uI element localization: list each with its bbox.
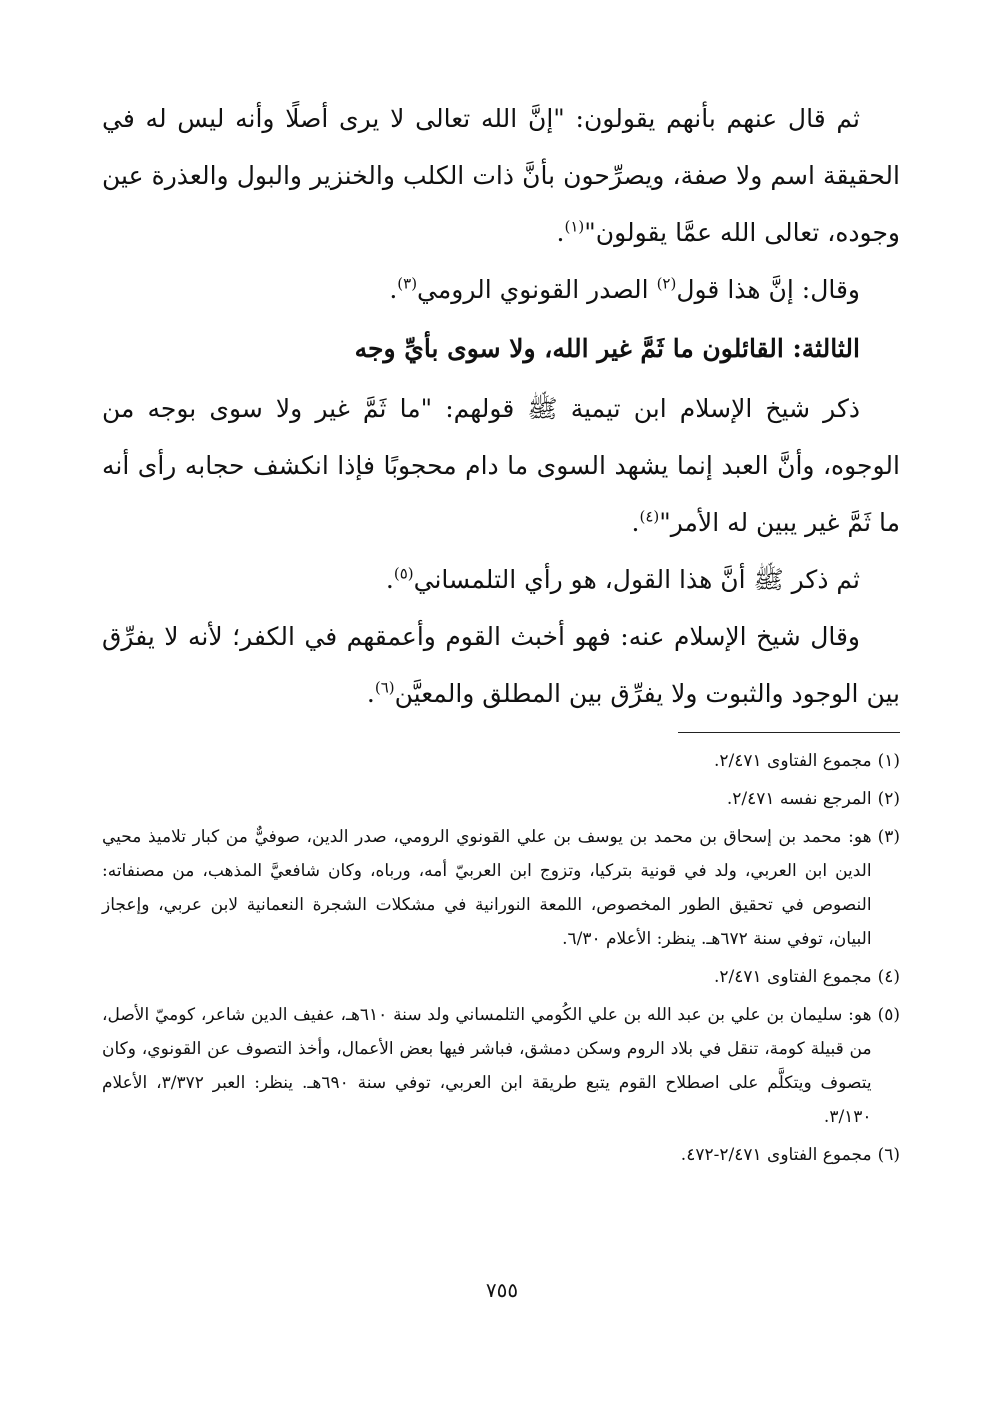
footnote-item — [102, 998, 900, 1134]
main-text — [102, 90, 900, 722]
footnote-number: (٦) — [877, 1145, 900, 1165]
page-number: ٧٥٥ — [485, 1278, 519, 1302]
footnote-text: المرجع نفسه ٢/٤٧١. — [726, 789, 872, 809]
paragraph-1-end: . — [556, 218, 565, 247]
paragraph-5-end: . — [366, 679, 375, 708]
footnotes — [102, 744, 900, 1176]
paragraph-4 — [102, 551, 900, 608]
footnote-number: (٤) — [877, 967, 900, 987]
paragraph-2-text-a: وقال: إنَّ هذا قول — [676, 275, 860, 304]
footnote-item — [102, 1138, 900, 1172]
paragraph-5-text: وقال شيخ الإسلام عنه: فهو أخبث القوم وأعمقهم في الكفر؛ لأنه لا يفرِّق بين الوجود والثبوت ولا يفرِّق بين المطلق والمعيَّن — [102, 622, 900, 708]
paragraph-1-text: ثم قال عنهم بأنهم يقولون: "إنَّ الله تعالى لا يرى أصلًا وأنه ليس له في الحقيقة اسم ولا صفة، ويصرِّحون بأنَّ ذات الكلب والخنزير والبول والعذرة عين وجوده، تعالى الله عمَّا يقولون" — [102, 104, 900, 247]
footnote-text: مجموع الفتاوى ٢/٤٧١. — [713, 967, 872, 987]
paragraph-5 — [102, 608, 900, 722]
footnote-number: (٥) — [877, 1005, 900, 1025]
footnote-item — [102, 744, 900, 778]
paragraph-2-text-b: الصدر القونوي الرومي — [417, 275, 657, 304]
footnote-text: هو: سليمان بن علي بن عبد الله بن علي الكُومي التلمساني ولد سنة ٦١٠هـ، عفيف الدين شاعر، كوميّ الأصل، من قبيلة كومة، تنقل في بلاد الروم وسكن دمشق، فباشر فيها بعض الأعمال، وأخذ التصوف عن القونوي، وكان يتصوف ويتكلَّم على اصطلاح القوم يتبع طريقة ابن العربي، توفي سنة ٦٩٠هـ. ينظر: العبر ٣/٣٧٢، الأعلام ٣/١٣٠. — [102, 1005, 872, 1127]
paragraph-2 — [102, 261, 900, 318]
paragraph-3 — [102, 380, 900, 551]
footnote-item — [102, 820, 900, 956]
footnote-text: هو: محمد بن إسحاق بن محمد بن يوسف بن علي القونوي الرومي، صدر الدين، صوفيٌّ من كبار تلاميذ محيي الدين ابن العربي، ولد في قونية بتركيا، وتزوج ابن العربيّ أمه، ورباه، وكان شافعيَّ المذهب، من مصنفاته: النصوص في تحقيق الطور المخصوص، اللمعة النورانية في مشكلات الشجرة النعمانية لابن عربي، وإعجاز البيان، توفي سنة ٦٧٢هـ. ينظر: الأعلام ٦/٣٠. — [102, 827, 872, 949]
paragraph-2-end: . — [389, 275, 398, 304]
footnote-ref-3[interactable]: (٣) — [397, 274, 418, 293]
paragraph-3-text: ذكر شيخ الإسلام ابن تيمية ﷺ قولهم: "ما ثَمَّ غير ولا سوى بوجه من الوجوه، وأنَّ العبد إنما يشهد السوى ما دام محجوبًا فإذا انكشف حجابه رأى أنه ما ثَمَّ غير يبين له الأمر" — [102, 394, 900, 537]
footnote-ref-2[interactable]: (٢) — [656, 274, 677, 293]
footnote-ref-4[interactable]: (٤) — [639, 507, 660, 526]
paragraph-3-end: . — [631, 508, 640, 537]
footnote-text: مجموع الفتاوى ٢/٤٧١. — [713, 751, 872, 771]
footnote-divider — [678, 732, 900, 733]
footnote-ref-5[interactable]: (٥) — [393, 564, 414, 583]
paragraph-1 — [102, 90, 900, 261]
footnote-item — [102, 782, 900, 816]
section-heading: الثالثة: القائلون ما ثَمَّ غير الله، ولا سوى بأيِّ وجه — [354, 334, 860, 363]
footnote-number: (٢) — [877, 789, 900, 809]
footnote-ref-1[interactable]: (١) — [564, 217, 585, 236]
footnote-number: (١) — [877, 751, 900, 771]
footnote-ref-6[interactable]: (٦) — [374, 678, 395, 697]
footnote-number: (٣) — [877, 827, 900, 847]
footnote-text: مجموع الفتاوى ٢/٤٧١-٤٧٢. — [680, 1145, 872, 1165]
footnote-item — [102, 960, 900, 994]
paragraph-4-text: ثم ذكر ﷺ أنَّ هذا القول، هو رأي التلمساني — [413, 565, 860, 594]
paragraph-4-end: . — [385, 565, 394, 594]
